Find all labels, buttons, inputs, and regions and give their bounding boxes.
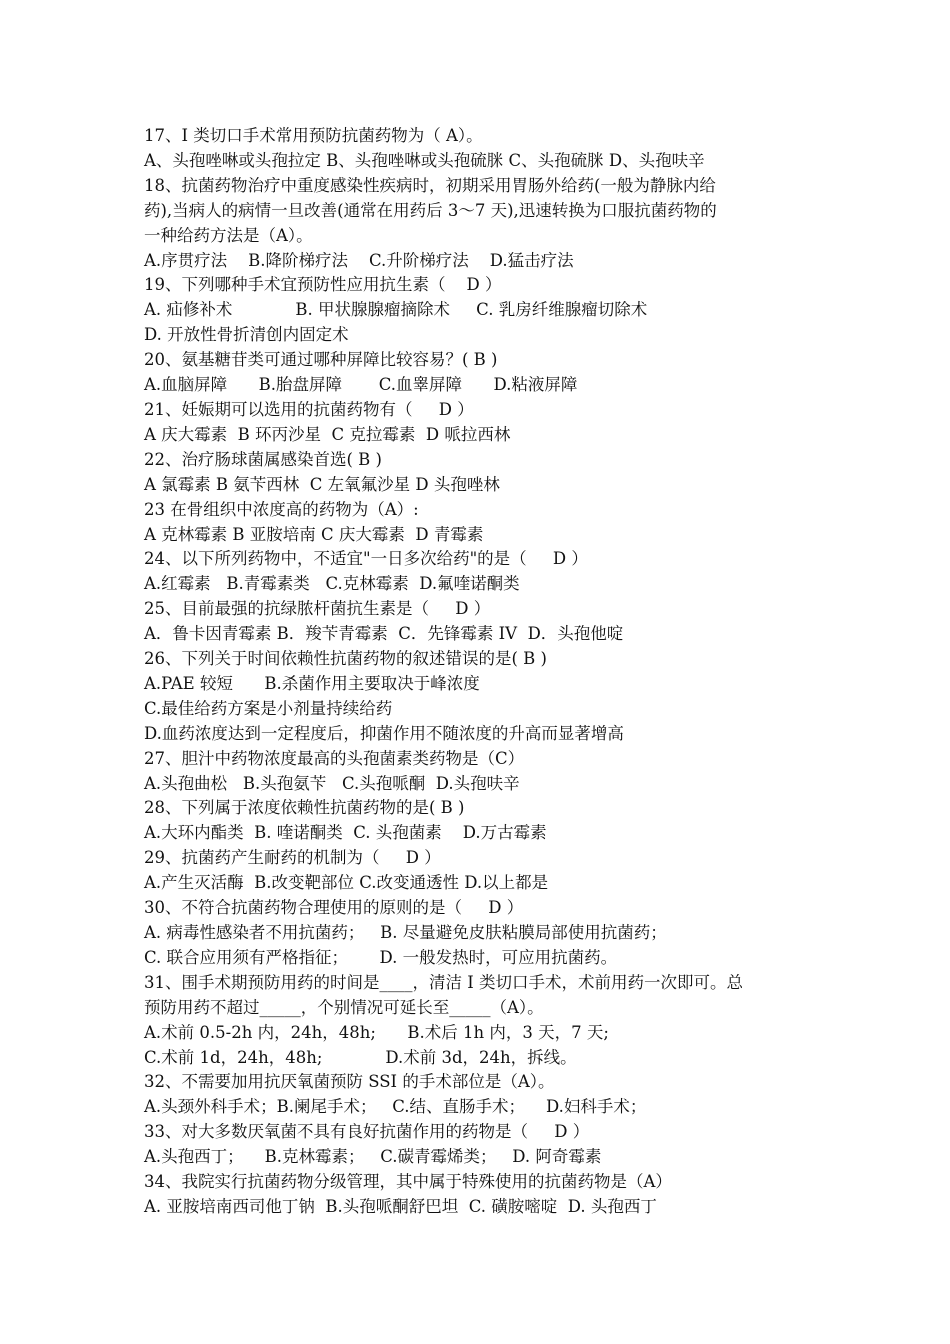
text-line: A. 亚胺培南西司他丁钠 B.头孢哌酮舒巴坦 C. 磺胺嘧啶 D. 头孢西丁 xyxy=(144,1196,657,1216)
text-line: A.术前 0.5-2h 内，24h，48h; B.术后 1h 内，3 天，7 天; xyxy=(144,1022,609,1042)
text-line: 21、妊娠期可以选用的抗菌药物有（ D ） xyxy=(144,399,474,419)
text-line: 药),当病人的病情一旦改善(通常在用药后 3～7 天),迅速转换为口服抗菌药物的 xyxy=(144,200,717,220)
text-line: A.头颈外科手术；B.阑尾手术； C.结、直肠手术； D.妇科手术； xyxy=(144,1097,647,1117)
text-line: 20、氨基糖苷类可通过哪种屏障比较容易？( B ) xyxy=(144,350,498,370)
text-line: 预防用药不超过_____，个别情况可延长至_____（A）。 xyxy=(144,997,544,1017)
text-line: 32、不需要加用抗厌氧菌预防 SSI 的手术部位是（A）。 xyxy=(144,1072,555,1092)
text-line: C. 联合应用须有严格指征； D. 一般发热时，可应用抗菌药。 xyxy=(144,947,618,967)
text-line: C.术前 1d，24h，48h; D.术前 3d，24h，拆线。 xyxy=(144,1047,577,1067)
text-line: A 庆大霉素 B 环丙沙星 C 克拉霉素 D 哌拉西林 xyxy=(144,424,511,444)
text-line: 34、我院实行抗菌药物分级管理，其中属于特殊使用的抗菌药物是（A） xyxy=(144,1172,672,1192)
text-line: A．鲁卡因青霉素 B．羧苄青霉素 C．先锋霉素 IV D．头孢他啶 xyxy=(144,624,624,644)
text-line: A 氯霉素 B 氨苄西林 C 左氧氟沙星 D 头孢唑林 xyxy=(144,474,500,494)
text-line: 29、抗菌药产生耐药的机制为（ D ） xyxy=(144,848,441,868)
text-line: 23 在骨组织中浓度高的药物为（A）: xyxy=(144,499,419,519)
text-line: 33、对大多数厌氧菌不具有良好抗菌作用的药物是（ D ） xyxy=(144,1122,590,1142)
question-text-block xyxy=(144,124,812,1220)
text-line: A、头孢唑啉或头孢拉定 B、头孢唑啉或头孢硫脒 C、头孢硫脒 D、头孢呋辛 xyxy=(144,150,705,170)
text-line: A.头孢西丁； B.克林霉素； C.碳青霉烯类； D. 阿奇霉素 xyxy=(144,1147,602,1167)
text-line: 17、I 类切口手术常用预防抗菌药物为（ A）。 xyxy=(144,126,483,145)
text-line: 25、目前最强的抗绿脓杆菌抗生素是（ D ） xyxy=(144,599,491,619)
text-line: D.血药浓度达到一定程度后，抑菌作用不随浓度的升高而显著增高 xyxy=(144,723,624,743)
text-line: C.最佳给药方案是小剂量持续给药 xyxy=(144,698,393,718)
text-line: D. 开放性骨折清创内固定术 xyxy=(144,325,349,345)
text-line: A.产生灭活酶 B.改变靶部位 C.改变通透性 D.以上都是 xyxy=(144,873,549,893)
text-line: 27、胆汁中药物浓度最高的头孢菌素类药物是（C） xyxy=(144,748,525,768)
text-line: 22、治疗肠球菌属感染首选( B ) xyxy=(144,449,382,469)
text-line: A. 疝修补术 B. 甲状腺腺瘤摘除术 C. 乳房纤维腺瘤切除术 xyxy=(144,300,648,320)
text-line: A.血脑屏障 B.胎盘屏障 C.血睾屏障 D.粘液屏障 xyxy=(144,375,578,395)
text-line: A.PAE 较短 B.杀菌作用主要取决于峰浓度 xyxy=(144,673,480,693)
text-line: 一种给药方法是（A）。 xyxy=(144,225,313,245)
text-line: 31、围手术期预防用药的时间是____，清洁 I 类切口手术，术前用药一次即可。总 xyxy=(144,972,744,992)
text-line: A.序贯疗法 B.降阶梯疗法 C.升阶梯疗法 D.猛击疗法 xyxy=(144,250,574,270)
text-line: 18、抗菌药物治疗中重度感染性疾病时，初期采用胃肠外给药(一般为静脉内给 xyxy=(144,175,716,195)
text-line: A.大环内酯类 B. 喹诺酮类 C. 头孢菌素 D.万古霉素 xyxy=(144,823,547,843)
text-line: A. 病毒性感染者不用抗菌药； B. 尽量避免皮肤粘膜局部使用抗菌药； xyxy=(144,923,667,942)
text-line: 26、下列关于时间依赖性抗菌药物的叙述错误的是( B ) xyxy=(144,649,547,669)
text-line: 28、下列属于浓度依赖性抗菌药物的是( B ) xyxy=(144,798,465,818)
text-line: 19、下列哪种手术宜预防性应用抗生素（ D ） xyxy=(144,275,502,295)
text-line: A.红霉素 B.青霉素类 C.克林霉素 D.氟喹诺酮类 xyxy=(144,574,520,594)
text-line: 24、以下所列药物中，不适宜"一日多次给药"的是（ D ） xyxy=(144,549,588,569)
text-line: 30、不符合抗菌药物合理使用的原则的是（ D ） xyxy=(144,898,524,918)
text-line: A 克林霉素 B 亚胺培南 C 庆大霉素 D 青霉素 xyxy=(144,524,484,544)
text-line: A.头孢曲松 B.头孢氨苄 C.头孢哌酮 D.头孢呋辛 xyxy=(144,773,520,793)
